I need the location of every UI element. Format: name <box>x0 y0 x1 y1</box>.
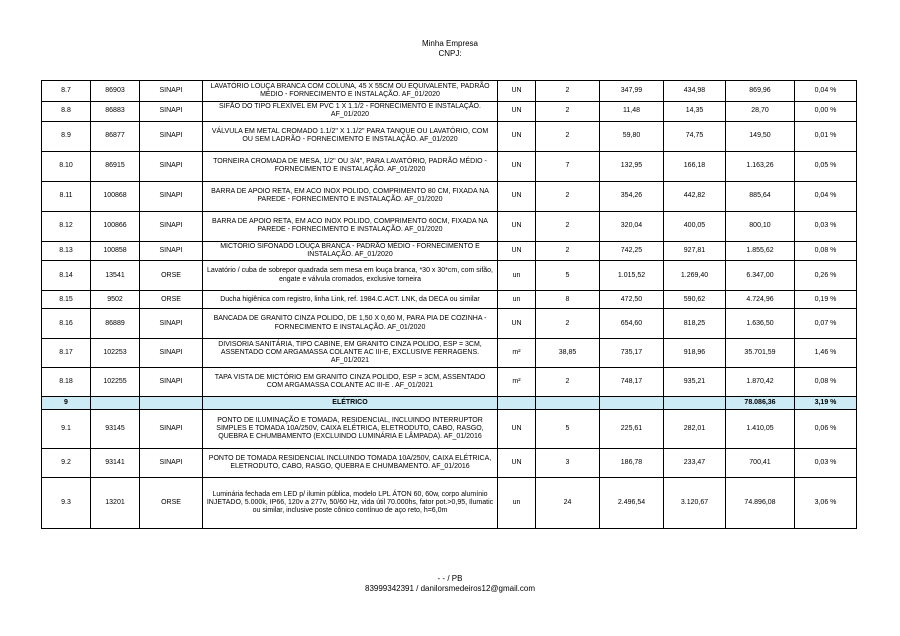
code-cell: 86903 <box>91 81 140 102</box>
unit-cell: UN <box>498 410 536 449</box>
percentage-cell: 0,26 % <box>795 261 857 291</box>
document-header <box>0 39 900 59</box>
code-cell: 102253 <box>91 339 140 368</box>
total-cell: 1.870,42 <box>726 368 795 397</box>
table-row <box>42 211 857 241</box>
code-cell: 102255 <box>91 368 140 397</box>
source-cell: SINAPI <box>140 410 203 449</box>
quantity-cell: 7 <box>536 151 600 181</box>
unit-price-bdi-cell: 1.269,40 <box>664 261 726 291</box>
unit-cell: UN <box>498 211 536 241</box>
unit-price-bdi-cell: 282,01 <box>664 410 726 449</box>
item-number-cell: 8.13 <box>42 241 91 261</box>
description-cell: LAVATÓRIO LOUÇA BRANCA COM COLUNA, 45 X 55CM OU EQUIVALENTE, PADRÃO MÉDIO - FORNECIMENTO E INSTALAÇÃO. AF_01/2020 <box>203 81 498 102</box>
unit-price-bdi-cell: 442,82 <box>664 181 726 211</box>
unit-price-bdi-cell: 233,47 <box>664 449 726 478</box>
description-cell: PONTO DE TOMADA RESIDENCIAL INCLUINDO TOMADA 10A/250V, CAIXA ELÉTRICA, ELETRODUTO, CABO, RASGO, QUEBRA E CHUMBAMENTO. AF_01/2016 <box>203 449 498 478</box>
table-row <box>42 261 857 291</box>
unit-cell: UN <box>498 102 536 122</box>
quantity-cell: 2 <box>536 81 600 102</box>
unit-cost-cell: 186,78 <box>600 449 664 478</box>
unit-price-bdi-cell: 927,81 <box>664 241 726 261</box>
description-cell: Luminária fechada em LED p/ ilumin pública, modelo LPL ÁTON 60, 60w, corpo alumínio INJETADO, 5.000k, IP66, 120v a 277v, 50/60 Hz, vida útil 70.000hs, fator pot.>0,95, Ilumatic ou similar, inclusive poste cônico contínuo de aço reto, h=6,0m <box>203 478 498 529</box>
total-cell: 28,70 <box>726 102 795 122</box>
code-cell: 93145 <box>91 410 140 449</box>
unit-cost-cell: 225,61 <box>600 410 664 449</box>
percentage-cell: 0,04 % <box>795 181 857 211</box>
total-cell: 700,41 <box>726 449 795 478</box>
unit-cell: UN <box>498 121 536 151</box>
percentage-cell: 0,00 % <box>795 102 857 122</box>
quantity-cell: 2 <box>536 241 600 261</box>
table-row <box>42 339 857 368</box>
total-cell: 1.855,62 <box>726 241 795 261</box>
description-cell: PONTO DE ILUMINAÇÃO E TOMADA, RESIDENCIAL, INCLUINDO INTERRUPTOR SIMPLES E TOMADA 10A/250V, CAIXA ELÉTRICA, ELETRODUTO, CABO, RASGO, QUEBRA E CHUMBAMENTO (EXCLUINDO LUMINÁRIA E LÂMPADA). AF_01/2016 <box>203 410 498 449</box>
percentage-cell: 0,03 % <box>795 211 857 241</box>
source-cell: SINAPI <box>140 181 203 211</box>
description-cell: Lavatório / cuba de sobrepor quadrada sem mesa em louça branca, *30 x 30*cm, com sifão, engate e válvula cromados, exclusive torneira <box>203 261 498 291</box>
unit-cost-cell: 2.496,54 <box>600 478 664 529</box>
code-cell <box>91 397 140 410</box>
total-cell: 1.636,50 <box>726 309 795 339</box>
total-cell: 800,10 <box>726 211 795 241</box>
footer-location: - - / PB <box>437 574 463 583</box>
table-row <box>42 368 857 397</box>
unit-price-bdi-cell: 3.120,67 <box>664 478 726 529</box>
quantity-cell: 2 <box>536 102 600 122</box>
company-name: Minha Empresa <box>421 39 479 48</box>
code-cell: 93141 <box>91 449 140 478</box>
item-number-cell: 9.3 <box>42 478 91 529</box>
total-cell: 1.163,26 <box>726 151 795 181</box>
unit-cost-cell: 742,25 <box>600 241 664 261</box>
unit-cell: m² <box>498 339 536 368</box>
unit-cost-cell: 472,50 <box>600 291 664 309</box>
description-cell: TAPA VISTA DE MICTÓRIO EM GRANITO CINZA POLIDO, ESP = 3CM, ASSENTADO COM ARGAMASSA COLANTE AC III-E . AF_01/2021 <box>203 368 498 397</box>
unit-cell: un <box>498 291 536 309</box>
code-cell: 86883 <box>91 102 140 122</box>
quantity-cell: 2 <box>536 211 600 241</box>
item-number-cell: 8.12 <box>42 211 91 241</box>
table-row <box>42 102 857 122</box>
percentage-cell: 3,19 % <box>795 397 857 410</box>
table-row <box>42 241 857 261</box>
code-cell: 13541 <box>91 261 140 291</box>
unit-cell: UN <box>498 151 536 181</box>
unit-cost-cell: 735,17 <box>600 339 664 368</box>
unit-cost-cell: 347,99 <box>600 81 664 102</box>
unit-price-bdi-cell: 918,96 <box>664 339 726 368</box>
description-cell: MICTÓRIO SIFONADO LOUÇA BRANCA - PADRÃO MÉDIO - FORNECIMENTO E INSTALAÇÃO. AF_01/2020 <box>203 241 498 261</box>
source-cell: SINAPI <box>140 339 203 368</box>
quantity-cell: 2 <box>536 181 600 211</box>
unit-price-bdi-cell: 74,75 <box>664 121 726 151</box>
source-cell: SINAPI <box>140 121 203 151</box>
quantity-cell <box>536 397 600 410</box>
unit-cell: UN <box>498 449 536 478</box>
budget-table <box>41 80 857 529</box>
unit-cost-cell: 354,26 <box>600 181 664 211</box>
source-cell: ORSE <box>140 291 203 309</box>
document-footer <box>0 574 900 594</box>
item-number-cell: 8.14 <box>42 261 91 291</box>
percentage-cell: 1,46 % <box>795 339 857 368</box>
unit-cell: UN <box>498 309 536 339</box>
item-number-cell: 8.7 <box>42 81 91 102</box>
company-cnpj: CNPJ: <box>438 49 462 58</box>
table-row <box>42 309 857 339</box>
percentage-cell: 0,07 % <box>795 309 857 339</box>
code-cell: 9502 <box>91 291 140 309</box>
unit-price-bdi-cell: 14,35 <box>664 102 726 122</box>
section-row <box>42 397 857 410</box>
source-cell: SINAPI <box>140 81 203 102</box>
table-row <box>42 181 857 211</box>
unit-cell: m² <box>498 368 536 397</box>
unit-price-bdi-cell <box>664 397 726 410</box>
item-number-cell: 9 <box>42 397 91 410</box>
unit-price-bdi-cell: 166,18 <box>664 151 726 181</box>
quantity-cell: 5 <box>536 410 600 449</box>
source-cell: ORSE <box>140 261 203 291</box>
percentage-cell: 0,04 % <box>795 81 857 102</box>
percentage-cell: 0,08 % <box>795 368 857 397</box>
item-number-cell: 8.8 <box>42 102 91 122</box>
percentage-cell: 0,08 % <box>795 241 857 261</box>
unit-cost-cell: 132,95 <box>600 151 664 181</box>
unit-cost-cell: 320,04 <box>600 211 664 241</box>
quantity-cell: 3 <box>536 449 600 478</box>
description-cell: VÁLVULA EM METAL CROMADO 1.1/2" X 1.1/2" PARA TANQUE OU LAVATÓRIO, COM OU SEM LADRÃO - FORNECIMENTO E INSTALAÇÃO. AF_01/2020 <box>203 121 498 151</box>
footer-contact: 83999342391 / danilorsmedeiros12@gmail.com <box>365 584 535 593</box>
unit-cell: un <box>498 478 536 529</box>
total-cell: 35.701,59 <box>726 339 795 368</box>
unit-cost-cell: 748,17 <box>600 368 664 397</box>
budget-table-body <box>42 81 857 529</box>
table-row <box>42 121 857 151</box>
unit-cell: UN <box>498 241 536 261</box>
unit-price-bdi-cell: 935,21 <box>664 368 726 397</box>
unit-price-bdi-cell: 590,62 <box>664 291 726 309</box>
code-cell: 100866 <box>91 211 140 241</box>
quantity-cell: 38,85 <box>536 339 600 368</box>
unit-cost-cell: 1.015,52 <box>600 261 664 291</box>
total-cell: 4.724,96 <box>726 291 795 309</box>
percentage-cell: 3,06 % <box>795 478 857 529</box>
item-number-cell: 9.2 <box>42 449 91 478</box>
quantity-cell: 2 <box>536 121 600 151</box>
description-cell: BARRA DE APOIO RETA, EM ACO INOX POLIDO, COMPRIMENTO 80 CM, FIXADA NA PAREDE - FORNECIMENTO E INSTALAÇÃO. AF_01/2020 <box>203 181 498 211</box>
item-number-cell: 8.16 <box>42 309 91 339</box>
unit-cost-cell: 654,60 <box>600 309 664 339</box>
percentage-cell: 0,06 % <box>795 410 857 449</box>
source-cell: ORSE <box>140 478 203 529</box>
unit-price-bdi-cell: 434,98 <box>664 81 726 102</box>
unit-cost-cell: 59,80 <box>600 121 664 151</box>
table-row <box>42 410 857 449</box>
table-row <box>42 478 857 529</box>
quantity-cell: 5 <box>536 261 600 291</box>
quantity-cell: 24 <box>536 478 600 529</box>
source-cell: SINAPI <box>140 211 203 241</box>
unit-cell: UN <box>498 81 536 102</box>
total-cell: 6.347,00 <box>726 261 795 291</box>
item-number-cell: 8.15 <box>42 291 91 309</box>
unit-cell <box>498 397 536 410</box>
unit-cost-cell: 11,48 <box>600 102 664 122</box>
percentage-cell: 0,01 % <box>795 121 857 151</box>
percentage-cell: 0,05 % <box>795 151 857 181</box>
source-cell <box>140 397 203 410</box>
total-cell: 885,64 <box>726 181 795 211</box>
item-number-cell: 8.17 <box>42 339 91 368</box>
total-cell: 1.410,05 <box>726 410 795 449</box>
code-cell: 86915 <box>91 151 140 181</box>
source-cell: SINAPI <box>140 102 203 122</box>
source-cell: SINAPI <box>140 241 203 261</box>
source-cell: SINAPI <box>140 151 203 181</box>
table-row <box>42 291 857 309</box>
quantity-cell: 8 <box>536 291 600 309</box>
description-cell: DIVISORIA SANITÁRIA, TIPO CABINE, EM GRANITO CINZA POLIDO, ESP = 3CM, ASSENTADO COM ARGAMASSA COLANTE AC III-E, EXCLUSIVE FERRAGENS. AF_01/2021 <box>203 339 498 368</box>
source-cell: SINAPI <box>140 449 203 478</box>
description-cell: Ducha higiênica com registro, linha Link, ref. 1984.C.ACT. LNK, da DECA ou similar <box>203 291 498 309</box>
code-cell: 86877 <box>91 121 140 151</box>
table-row <box>42 81 857 102</box>
quantity-cell: 2 <box>536 309 600 339</box>
description-cell: TORNEIRA CROMADA DE MESA, 1/2" OU 3/4", PARA LAVATÓRIO, PADRÃO MÉDIO - FORNECIMENTO E INSTALAÇÃO. AF_01/2020 <box>203 151 498 181</box>
unit-price-bdi-cell: 400,05 <box>664 211 726 241</box>
unit-price-bdi-cell: 818,25 <box>664 309 726 339</box>
total-cell: 78.086,36 <box>726 397 795 410</box>
description-cell: BARRA DE APOIO RETA, EM ACO INOX POLIDO, COMPRIMENTO 60CM, FIXADA NA PAREDE - FORNECIMENTO E INSTALAÇÃO. AF_01/2020 <box>203 211 498 241</box>
item-number-cell: 8.10 <box>42 151 91 181</box>
item-number-cell: 8.9 <box>42 121 91 151</box>
total-cell: 869,96 <box>726 81 795 102</box>
percentage-cell: 0,19 % <box>795 291 857 309</box>
unit-cell: UN <box>498 181 536 211</box>
source-cell: SINAPI <box>140 368 203 397</box>
description-cell: BANCADA DE GRANITO CINZA POLIDO, DE 1,50 X 0,60 M, PARA PIA DE COZINHA - FORNECIMENTO E INSTALAÇÃO. AF_01/2020 <box>203 309 498 339</box>
table-row <box>42 151 857 181</box>
unit-cost-cell <box>600 397 664 410</box>
item-number-cell: 9.1 <box>42 410 91 449</box>
unit-cell: un <box>498 261 536 291</box>
source-cell: SINAPI <box>140 309 203 339</box>
total-cell: 149,50 <box>726 121 795 151</box>
total-cell: 74.896,08 <box>726 478 795 529</box>
table-row <box>42 449 857 478</box>
item-number-cell: 8.11 <box>42 181 91 211</box>
code-cell: 100858 <box>91 241 140 261</box>
code-cell: 100868 <box>91 181 140 211</box>
item-number-cell: 8.18 <box>42 368 91 397</box>
percentage-cell: 0,03 % <box>795 449 857 478</box>
description-cell: SIFÃO DO TIPO FLEXÍVEL EM PVC 1 X 1.1/2 - FORNECIMENTO E INSTALAÇÃO. AF_01/2020 <box>203 102 498 122</box>
description-cell: ELÉTRICO <box>203 397 498 410</box>
code-cell: 13201 <box>91 478 140 529</box>
quantity-cell: 2 <box>536 368 600 397</box>
code-cell: 86889 <box>91 309 140 339</box>
